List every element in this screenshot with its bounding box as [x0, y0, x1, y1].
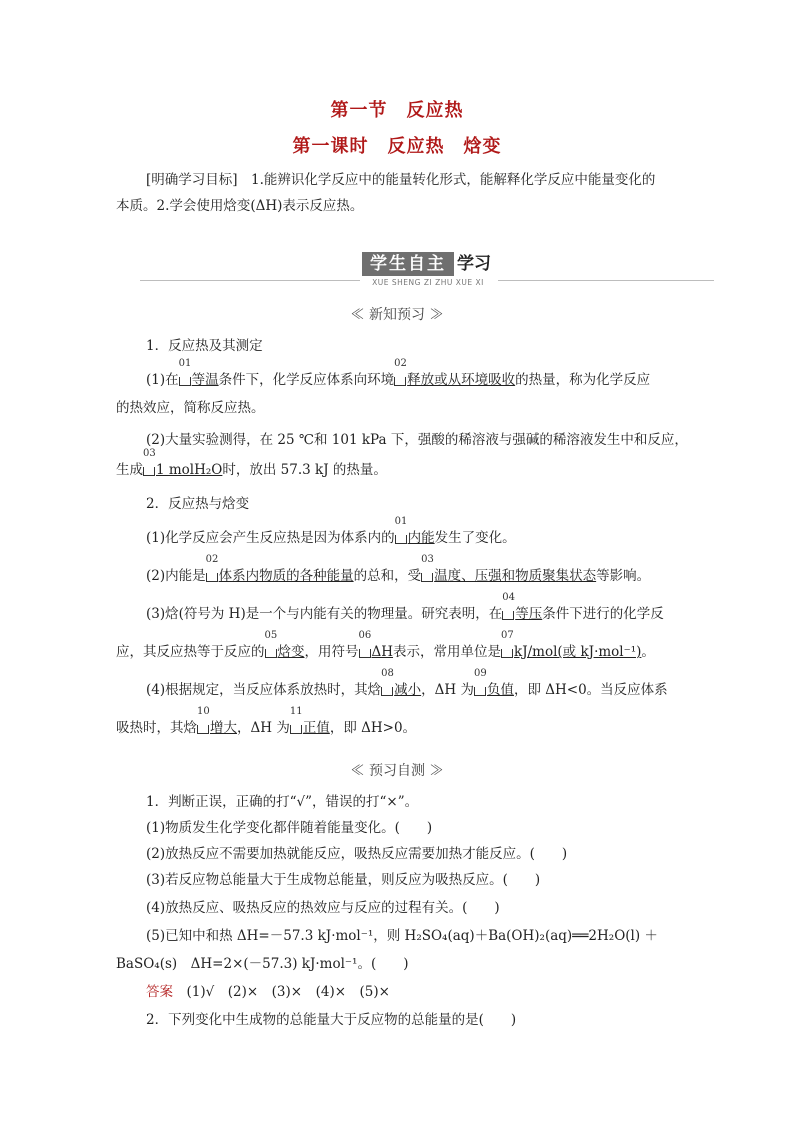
selftest-s5-line2: BaSO₄(s) ΔH=2×(－57.3) kJ·mol⁻¹。( )	[116, 956, 409, 972]
answer-blank: 负值	[486, 682, 514, 698]
blank-marker: 02	[394, 370, 407, 390]
blank-marker: 07	[501, 642, 514, 662]
blank-marker: 11	[290, 718, 303, 738]
blank-marker: 10	[197, 718, 210, 738]
blank-marker: 06	[359, 642, 372, 662]
blank-marker: 09	[474, 680, 487, 700]
section-title: 第一节 反应热	[330, 100, 464, 121]
objectives-line-2: 本质。2.学会使用焓变(ΔH)表示反应热。	[116, 198, 364, 214]
preview-q3-line2: 应，其反应热等于反应的 05 焓变，用符号 06 ΔH表示，常用单位是 07 kJ/mol(或 kJ·mol⁻¹)。	[116, 630, 655, 660]
selftest-s2: (2)放热反应不需要加热就能反应，吸热反应需要加热才能反应。( )	[146, 846, 568, 862]
selftest-s3: (3)若反应物总能量大于生成物总能量，则反应为吸热反应。( )	[146, 872, 541, 888]
preview-p2-line1: (2)大量实验测得，在 25 ℃和 101 kPa 下，强酸的稀溶液与强碱的稀溶液发生中和反应，	[146, 432, 688, 448]
blank-marker: 05	[265, 642, 278, 662]
blank-marker: 08	[381, 680, 394, 700]
blank-marker: 01	[179, 370, 192, 390]
preview-q3-line1: (3)焓(符号为 H)是一个与内能有关的物理量。研究表明，在 04 等压条件下进行的化学反	[146, 592, 664, 622]
answer-blank: ΔH	[371, 644, 394, 660]
preview-p1-line2: 的热效应，简称反应热。	[116, 400, 265, 416]
preview-q4-line1: (4)根据规定，当反应体系放热时，其焓 08 减小，ΔH 为 09 负值，即 ΔH<0。当反应体系	[146, 668, 668, 698]
answer-blank: 1 molH₂O	[156, 462, 223, 478]
preview-q2: (2)内能是 02 体系内物质的各种能量的总和，受 03 温度、压强和物质聚集状态等影响。	[146, 554, 651, 584]
answer-text: (1)√ (2)× (3)× (4)× (5)×	[186, 984, 390, 1000]
banner-dark-text: 学生自主	[362, 252, 454, 276]
answer-label: 答案	[146, 984, 173, 1000]
preview-q1: (1)化学反应会产生反应热是因为体系内的 01 内能发生了变化。	[146, 516, 516, 546]
preview-q4-line2: 吸热时，其焓 10 增大，ΔH 为 11 正值，即 ΔH>0。	[116, 706, 417, 736]
answer-blank: 温度、压强和物质聚集状态	[434, 568, 597, 584]
answer-blank: 体系内物质的各种能量	[218, 568, 354, 584]
answer-blank: 等压	[515, 606, 543, 622]
blank-marker: 02	[206, 566, 219, 586]
blank-marker: 04	[502, 604, 515, 624]
section-banner	[140, 250, 714, 290]
preview-subtitle: ≪ 新知预习 ≫	[350, 307, 444, 323]
answer-blank: kJ/mol(或 kJ·mol⁻¹)	[514, 644, 642, 660]
preview-p2-line2: 生成 03 1 molH₂O时，放出 57.3 kJ 的热量。	[116, 448, 387, 478]
banner-rule-left	[140, 280, 360, 281]
selftest-s4: (4)放热反应、吸热反应的热效应与反应的过程有关。( )	[146, 900, 500, 916]
answer-blank: 增大	[210, 720, 237, 736]
preview-heading-1: 1．反应热及其测定	[146, 338, 263, 354]
preview-p1-line1: (1)在 01 等温条件下，化学反应体系向环境 02 释放或从环境吸收的热量，称为化学反应	[146, 358, 651, 388]
answer-blank: 正值	[302, 720, 330, 736]
answer-blank: 等温	[191, 372, 219, 388]
selftest-subtitle: ≪ 预习自测 ≫	[350, 763, 444, 779]
answer-blank: 减小	[394, 682, 422, 698]
blank-marker: 03	[421, 566, 434, 586]
selftest-answer	[146, 982, 708, 1002]
banner-light-text: 学习	[457, 254, 491, 274]
banner-badge	[362, 252, 494, 287]
answer-blank: 焓变	[277, 644, 305, 660]
selftest-s1: (1)物质发生化学变化都伴随着能量变化。( )	[146, 820, 433, 836]
blank-marker: 03	[143, 460, 156, 480]
selftest-s5-line1: (5)已知中和热 ΔH=－57.3 kJ·mol⁻¹，则 H₂SO₄(aq)＋Ba(OH)₂(aq)══2H₂O(l) ＋	[146, 928, 658, 944]
answer-blank: 释放或从环境吸收	[407, 372, 516, 388]
banner-pinyin: XUE SHENG ZI ZHU XUE XI	[372, 278, 484, 287]
objectives-label: [明确学习目标]	[146, 172, 238, 188]
preview-heading-2: 2．反应热与焓变	[146, 496, 250, 512]
selftest-q2: 2．下列变化中生成物的总能量大于反应物的总能量的是( )	[146, 1012, 517, 1028]
lesson-title: 第一课时 反应热 焓变	[292, 136, 502, 157]
answer-blank: 内能	[407, 530, 435, 546]
blank-marker: 01	[395, 528, 408, 548]
selftest-q1: 1．判断正误，正确的打“√”，错误的打“×”。	[146, 794, 419, 810]
banner-rule-right	[498, 280, 714, 281]
objectives-line-1: [明确学习目标] 1.能辨识化学反应中的能量转化形式，能解释化学反应中能量变化的	[146, 172, 656, 188]
